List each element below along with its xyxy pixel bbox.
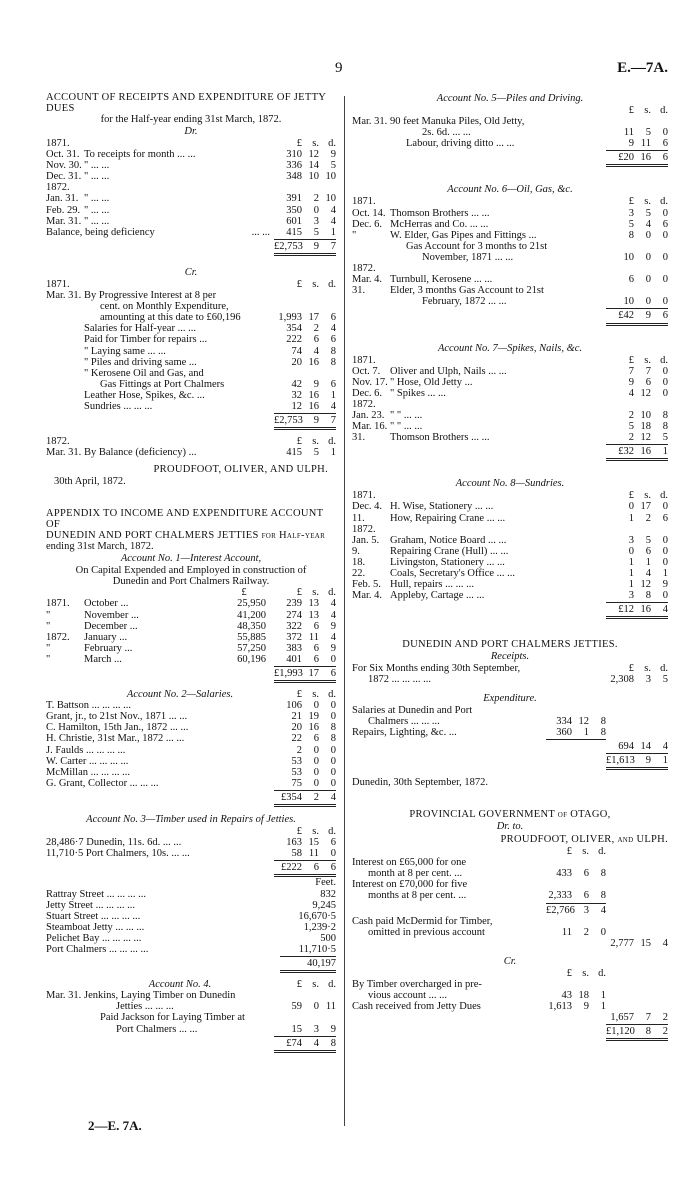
amount: 336 14 5 xyxy=(286,160,336,172)
dr-label: Dr. xyxy=(184,126,198,137)
ledger-row: Oct. 7. Oliver and Ulph, Nails ... ... 7 7 0 xyxy=(352,365,668,377)
provincial-cr-label: Cr. xyxy=(503,955,517,967)
ledger-row: Cash received from Jetty Dues 1,613 9 1 xyxy=(352,1001,606,1013)
appendix-title-2: DUNEDIN AND PORT CHALMERS JETTIES for Half-year xyxy=(46,530,326,542)
jetty-dues-cr-table xyxy=(46,279,336,412)
ledger-row: 1872. xyxy=(352,399,668,410)
amount: 3 8 0 xyxy=(628,590,668,602)
amount: 354 2 4 xyxy=(286,323,336,335)
provincial-cr-total: 1,657 7 2 xyxy=(610,1012,668,1024)
total-row xyxy=(46,415,336,426)
total-row xyxy=(46,1038,336,1049)
expenditure-total: 694 14 4 xyxy=(618,740,668,752)
amount: 53 0 0 xyxy=(291,755,336,767)
sub-amount: 334 12 8 xyxy=(556,715,606,727)
ledger-row: Feb. 5. Hull, repairs ... ... ... 1 12 9 xyxy=(352,579,668,591)
ledger-row: McMillan ... ... ... ... 53 0 0 xyxy=(46,766,336,778)
provincial-cr-head: £ s. d. xyxy=(566,967,606,979)
amount: 391 2 10 xyxy=(286,193,336,205)
amount: 401 6 0 xyxy=(286,653,336,665)
jetty-dues-dr-table xyxy=(46,138,336,238)
jetty-dues-title-2: for the Half-year ending 31st March, 1872. xyxy=(100,114,282,125)
interest-row: " December ... 48,350 322 6 9 xyxy=(46,620,336,632)
expenditure-table xyxy=(352,705,668,738)
amount: £2,753 9 7 xyxy=(274,415,336,427)
amount: 383 6 9 xyxy=(286,642,336,654)
ledger-row: 11,710·5 Port Chalmers, 10s. ... ... 58 11 0 xyxy=(46,848,336,860)
ledger-row: Jan. 23. " " ... ... 2 10 8 xyxy=(352,409,668,421)
feet-total: 40,197 xyxy=(307,958,336,970)
feet-head: Feet. xyxy=(315,877,336,889)
sub-amount: 360 1 8 xyxy=(556,726,606,738)
ledger-row: W. Carter ... ... ... ... 53 0 0 xyxy=(46,755,336,767)
amount: 5 4 6 xyxy=(628,218,668,230)
total-row xyxy=(352,446,668,457)
ledger-row: 18. Livingston, Stationery ... ... 1 1 0 xyxy=(352,556,668,568)
total-row xyxy=(352,604,668,615)
ledger-row: Mar. 4. Appleby, Cartage ... ... 3 8 0 xyxy=(352,590,668,602)
account-7-title: Account No. 7—Spikes, Nails, &c. xyxy=(437,342,583,354)
total-row xyxy=(352,310,668,321)
right-column xyxy=(352,92,668,1041)
interest-row: " November ... 41,200 274 13 4 xyxy=(46,609,336,621)
page-footer: 2—E. 7A. xyxy=(88,1118,142,1133)
interest-row: 1871. October ... 25,950 239 13 4 xyxy=(46,598,336,610)
sub-amount xyxy=(546,705,606,716)
document-reference: E.—7A. xyxy=(617,60,668,76)
ledger-row: Nov. 30. " ... ... 336 14 5 xyxy=(46,160,336,172)
ledger-row: vious account ... ... 43 18 1 xyxy=(368,990,606,1002)
ledger-row: 1872. xyxy=(352,263,668,274)
signature-date: 30th April, 1872. xyxy=(54,476,126,488)
amount: 59 0 11 xyxy=(291,1001,336,1013)
ledger-row: Oct. 31. To receipts for month ... ... 310 12 9 xyxy=(46,149,336,161)
amount: 7 7 0 xyxy=(628,365,668,377)
jetty-dues-dr-total xyxy=(46,241,336,252)
amount: 2 10 8 xyxy=(628,409,668,421)
cash-table xyxy=(352,916,668,938)
provincial-govt-title: PROVINCIAL GOVERNMENT of OTAGO, xyxy=(409,809,611,821)
account-3-total xyxy=(46,862,336,873)
jetty-dues-title-1: ACCOUNT OF RECEIPTS AND EXPENDITURE OF JETTY DUES xyxy=(46,92,326,114)
amount: £ s. d. xyxy=(296,436,336,448)
amount: 415 5 1 xyxy=(286,447,336,459)
amount: 15 3 9 xyxy=(291,1023,336,1035)
amount xyxy=(274,301,336,312)
expenditure-label: Expenditure. xyxy=(483,692,537,704)
appendix-title-3: ending 31st March, 1872. xyxy=(46,541,154,553)
account-6-total xyxy=(352,310,668,321)
account-4-table xyxy=(46,990,336,1034)
amount: £ s. d. xyxy=(296,138,336,149)
amount: 10 0 0 xyxy=(623,296,668,308)
amount xyxy=(606,241,668,252)
amount: £222 6 6 xyxy=(281,862,336,874)
amount: 1 12 9 xyxy=(628,579,668,591)
provincial-final-balance: £1,120 8 2 xyxy=(606,1026,668,1038)
ledger-row: Chalmers ... ... ... 334 12 8 xyxy=(368,715,606,727)
feet-row: Jetty Street ... ... ... ... 9,245 xyxy=(46,899,336,911)
ledger-row: Sundries ... ... ... 12 16 4 xyxy=(84,400,336,412)
amount: 222 6 6 xyxy=(286,334,336,346)
account-6-title: Account No. 6—Oil, Gas, &c. xyxy=(447,184,573,196)
amount: 20 16 8 xyxy=(291,356,336,368)
appendix-title-1: APPENDIX TO INCOME AND EXPENDITURE ACCOUNT OF xyxy=(46,508,324,531)
dr-to-label: Dr. to. xyxy=(496,821,524,833)
ledger-row: 1871. £ s. d. xyxy=(352,354,668,366)
ledger-row: 31. Elder, 3 months Gas Account to 21st xyxy=(352,285,668,296)
ledger-row: C. Hamilton, 15th Jan., 1872 ... ... 20 16 8 xyxy=(46,722,336,734)
ledger-row: month at 8 per cent. ... 433 6 8 xyxy=(368,868,606,880)
ledger-row: 2s. 6d. ... ... 11 5 0 xyxy=(422,127,668,139)
provincial-cr-table xyxy=(352,979,668,1012)
amount: £42 9 6 xyxy=(618,310,668,322)
amount: 601 3 4 xyxy=(286,215,336,227)
amount: 8 0 0 xyxy=(628,229,668,241)
provincial-total: 2,777 15 4 xyxy=(610,937,668,949)
feet-row: Steamboat Jetty ... ... ... 1,239·2 xyxy=(46,921,336,933)
ledger-row: 11. How, Repairing Crane ... ... 1 2 6 xyxy=(352,512,668,524)
amount xyxy=(274,290,336,301)
account-4-header: Account No. 4. £ s. d. xyxy=(148,979,336,991)
sub-amount xyxy=(546,979,606,990)
ledger-row: Paid Jackson for Laying Timber at xyxy=(46,1012,336,1023)
ledger-row: Grant, jr., to 21st Nov., 1871 ... ... 21 19 0 xyxy=(46,711,336,723)
account-1-title: Account No. 1—Interest Account, xyxy=(120,553,262,565)
ledger-row: Gas Account for 3 months to 21st xyxy=(352,241,668,252)
amount xyxy=(606,116,668,127)
cr-label: Cr. xyxy=(184,266,198,278)
total-row xyxy=(46,792,336,803)
feet-row: Pelichet Bay ... ... ... ... 500 xyxy=(46,932,336,944)
double-rule xyxy=(606,1038,668,1041)
amount: 10 0 0 xyxy=(623,251,668,263)
account-4-total xyxy=(46,1038,336,1049)
provincial-firm: PROUDFOOT, OLIVER, and ULPH. xyxy=(500,834,668,846)
receipts-line-2: 1872 ... ... ... ... 2,308 3 5 xyxy=(368,674,668,686)
ledger-row: G. Grant, Collector ... ... ... 75 0 0 xyxy=(46,777,336,789)
sub-amount: 1,613 9 1 xyxy=(548,1001,606,1013)
ledger-row: 1871. £ s. d. xyxy=(352,490,668,502)
column-divider xyxy=(344,96,345,1126)
ledger-row: J. Faulds ... ... ... ... 2 0 0 xyxy=(46,744,336,756)
amount: £1,993 17 6 xyxy=(274,668,336,679)
account-1-table xyxy=(46,598,336,665)
amount: 1 4 1 xyxy=(628,568,668,579)
account-6-table xyxy=(352,196,668,307)
ledger-row: omitted in previous account 11 2 0 xyxy=(368,926,606,938)
amount: 32 16 1 xyxy=(291,389,336,401)
ledger-row: 31. Thomson Brothers ... ... 2 12 5 xyxy=(352,432,668,444)
amount: 2 12 5 xyxy=(628,432,668,444)
account-1-head: £ £ s. d. xyxy=(241,587,336,599)
amount xyxy=(606,263,668,274)
jetties-balance: £1,613 9 1 xyxy=(606,754,668,766)
ledger-row: Port Chalmers ... ... 15 3 9 xyxy=(116,1023,336,1035)
ledger-row: February, 1872 ... ... 10 0 0 xyxy=(422,296,668,308)
amount: 20 16 8 xyxy=(291,722,336,734)
total-row xyxy=(46,862,336,873)
amount: 9 11 6 xyxy=(628,138,668,150)
amount xyxy=(274,1012,336,1023)
account-5-total xyxy=(352,152,668,163)
amount: £ s. d. xyxy=(296,278,336,290)
amount: 348 10 10 xyxy=(286,171,336,183)
ledger-row: 22. Coals, Secretary's Office ... ... 1 4 1 xyxy=(352,568,668,579)
sub-amount xyxy=(546,857,606,868)
ledger-row: " Kerosene Oil and Gas, and xyxy=(46,368,336,379)
ledger-row: amounting at this date to £60,196 1,993 17 6 xyxy=(100,312,336,324)
ledger-row: Dec. 6. McHerras and Co. ... ... 5 4 6 xyxy=(352,218,668,230)
ledger-row: H. Christie, 31st Mar., 1872 ... ... 22 6 8 xyxy=(46,733,336,745)
amount: 11 5 0 xyxy=(623,127,668,139)
ledger-row: Repairs, Lighting, &c. ... 360 1 8 xyxy=(352,726,606,738)
amount xyxy=(606,285,668,296)
account-1-sub-1: On Capital Expended and Employed in construction of xyxy=(75,565,307,577)
amount: £ s. d. xyxy=(628,490,668,502)
total-row xyxy=(46,668,336,679)
ledger-row: Interest on £70,000 for five xyxy=(352,879,668,890)
amount: £32 16 1 xyxy=(618,446,668,458)
page-number: 9 xyxy=(335,60,343,76)
amount xyxy=(274,990,336,1001)
account-3-title: Account No. 3—Timber used in Repairs of Jetties. xyxy=(86,814,296,826)
ledger-row: Salaries for Half-year ... ... 354 2 4 xyxy=(84,323,336,335)
amount: £74 4 8 xyxy=(286,1037,336,1049)
ledger-row: Mar. 31. By Progressive Interest at 8 per xyxy=(46,290,336,301)
amount xyxy=(606,524,668,535)
amount: 1 1 0 xyxy=(628,556,668,568)
ledger-row: Mar. 31. 90 feet Manuka Piles, Old Jetty, xyxy=(352,116,668,127)
receipts-label: Receipts. xyxy=(490,651,530,663)
ledger-row: " W. Elder, Gas Pipes and Fittings ... 8 0 0 xyxy=(352,229,668,241)
interest-row: " February ... 57,250 383 6 9 xyxy=(46,642,336,654)
amount xyxy=(274,182,336,193)
account-2-table xyxy=(46,700,336,789)
ledger-row: Mar. 16. " " ... ... 5 18 8 xyxy=(352,421,668,433)
ledger-row: Leather Hose, Spikes, &c. ... 32 16 1 xyxy=(84,389,336,401)
ledger-row: Dec. 31. " ... ... 348 10 10 xyxy=(46,171,336,183)
ledger-row: T. Battson ... ... ... ... 106 0 0 xyxy=(46,700,336,712)
account-1-sub-2: Dunedin and Port Chalmers Railway. xyxy=(112,576,270,588)
feet-row: Rattray Street ... ... ... ... 832 xyxy=(46,888,336,900)
ledger-row: Jan. 31. " ... ... 391 2 10 xyxy=(46,193,336,205)
receipts-line-1: For Six Months ending 30th September, £ s. d. xyxy=(352,663,668,675)
ledger-row: 1871. £ s. d. xyxy=(46,138,336,149)
sub-amount: 43 18 1 xyxy=(561,990,606,1002)
ledger-row: Cash paid McDermid for Timber, xyxy=(352,916,668,927)
account-3-head: £ s. d. xyxy=(296,826,336,838)
provincial-table xyxy=(352,857,668,901)
amount: 9 6 0 xyxy=(628,376,668,388)
ledger-row: 1872. xyxy=(352,524,668,535)
amount xyxy=(274,368,336,379)
ledger-row: Feb. 29. " ... ... 350 0 4 xyxy=(46,204,336,216)
sub-amount: 433 6 8 xyxy=(556,868,606,880)
ledger-row: Interest on £65,000 for one xyxy=(352,857,668,868)
double-rule xyxy=(274,1050,336,1053)
ledger-row: Nov. 17. " Hose, Old Jetty ... 9 6 0 xyxy=(352,376,668,388)
sub-amount xyxy=(546,916,606,927)
amount: 372 11 4 xyxy=(286,631,336,643)
ledger-row: months at 8 per cent. ... 2,333 6 8 xyxy=(368,890,606,902)
account-8-table xyxy=(352,490,668,601)
sub-amount: 2,333 6 8 xyxy=(548,890,606,902)
total-row xyxy=(352,152,668,163)
amount: 22 6 8 xyxy=(291,733,336,745)
account-5-title: Account No. 5—Piles and Driving. xyxy=(436,93,584,104)
amount: 12 16 4 xyxy=(291,400,336,412)
account-8-total xyxy=(352,604,668,615)
account-2-total xyxy=(46,792,336,803)
amount: 415 5 1 xyxy=(286,226,336,238)
amount: 274 13 4 xyxy=(286,609,336,621)
amount: 4 12 0 xyxy=(628,387,668,399)
ledger-row: Gas Fittings at Port Chalmers 42 9 6 xyxy=(100,378,336,390)
ledger-row: Dec. 6. " Spikes ... ... 4 12 0 xyxy=(352,387,668,399)
amount xyxy=(606,399,668,410)
total-row xyxy=(46,241,336,252)
amount: 2 0 0 xyxy=(296,744,336,756)
ledger-row: Mar. 4. Turnbull, Kerosene ... ... 6 0 0 xyxy=(352,274,668,286)
signature-firm: PROUDFOOT, OLIVER, AND ULPH. xyxy=(153,464,328,476)
ledger-row: Balance, being deficiency ... ... 415 5 1 xyxy=(46,226,336,238)
ledger-row: " Laying same ... ... 74 4 8 xyxy=(84,345,336,357)
account-2-header: Account No. 2—Salaries. £ s. d. xyxy=(126,689,336,701)
feet-table xyxy=(46,889,336,956)
amount: 1 2 6 xyxy=(628,512,668,524)
amount: £12 16 4 xyxy=(618,604,668,616)
interest-row: 1872. January ... 55,885 372 11 4 xyxy=(46,631,336,643)
amount: £20 16 6 xyxy=(618,152,668,164)
amount: 53 0 0 xyxy=(291,766,336,778)
amount: £ s. d. xyxy=(628,196,668,208)
ledger-row: Mar. 31. By Balance (deficiency) ... 415 5 1 xyxy=(46,447,336,459)
amount: 322 6 9 xyxy=(286,620,336,632)
amount: 3 5 0 xyxy=(628,207,668,219)
amount: 5 18 8 xyxy=(628,421,668,433)
ledger-row: 1871. £ s. d. xyxy=(352,196,668,208)
amount: £2,753 9 7 xyxy=(274,240,336,252)
left-column xyxy=(46,92,336,1053)
ledger-row: Jan. 5. Graham, Notice Board ... ... 3 5 0 xyxy=(352,534,668,546)
amount: 350 0 4 xyxy=(286,204,336,216)
amount: 163 15 6 xyxy=(286,837,336,849)
ledger-row: Oct. 14. Thomson Brothers ... ... 3 5 0 xyxy=(352,207,668,219)
ledger-row: " Piles and driving same ... 20 16 8 xyxy=(84,356,336,368)
ledger-row: Mar. 31. " ... ... 601 3 4 xyxy=(46,215,336,227)
ledger-row: 1872. xyxy=(46,182,336,193)
amount: £354 2 4 xyxy=(281,791,336,803)
amount: 42 9 6 xyxy=(291,378,336,390)
ledger-row: November, 1871 ... ... 10 0 0 xyxy=(422,251,668,263)
jetty-dues-balance xyxy=(46,436,336,458)
ledger-row: Mar. 31. Jenkins, Laying Timber on Dunedin xyxy=(46,990,336,1001)
ledger-row: 1871. £ s. d. xyxy=(46,278,336,290)
amount: £ s. d. xyxy=(628,354,668,366)
ledger-row: By Timber overcharged in pre- xyxy=(352,979,668,990)
feet-row: Port Chalmers ... ... ... ... 11,710·5 xyxy=(46,943,336,955)
dated-line: Dunedin, 30th September, 1872. xyxy=(352,777,489,789)
ledger-row: 28,486·7 Dunedin, 11s. 6d. ... ... 163 15 6 xyxy=(46,837,336,849)
amount: 21 19 0 xyxy=(291,711,336,723)
amount: 74 4 8 xyxy=(291,345,336,357)
amount: 0 6 0 xyxy=(628,545,668,557)
ledger-row: Paid for Timber for repairs ... 222 6 6 xyxy=(84,334,336,346)
provincial-subtotal: £2,766 3 4 xyxy=(546,904,606,916)
amount: 106 0 0 xyxy=(286,700,336,712)
ledger-row: Labour, driving ditto ... ... 9 11 6 xyxy=(406,138,668,150)
interest-row: " March ... 60,196 401 6 0 xyxy=(46,653,336,665)
ledger-row: cent. on Monthly Expenditure, xyxy=(46,301,336,312)
sub-amount xyxy=(546,879,606,890)
jetty-dues-cr-total xyxy=(46,415,336,426)
ledger-row: 1872. £ s. d. xyxy=(46,436,336,448)
ledger-row: 9. Repairing Crane (Hull) ... ... 0 6 0 xyxy=(352,545,668,557)
account-8-title: Account No. 8—Sundries. xyxy=(455,478,565,490)
account-3-table xyxy=(46,837,336,859)
account-5-head: £ s. d. xyxy=(628,105,668,116)
amount: 1,993 17 6 xyxy=(278,312,336,324)
provincial-head: £ s. d. xyxy=(566,846,606,858)
ledger-row: Dec. 4. H. Wise, Stationery ... ... 0 17 0 xyxy=(352,501,668,513)
amount: 3 5 0 xyxy=(628,534,668,546)
feet-row: Stuart Street ... ... ... ... 16,670·5 xyxy=(46,910,336,922)
amount: 58 11 0 xyxy=(291,848,336,860)
account-1-total xyxy=(46,668,336,679)
account-5-table xyxy=(352,116,668,149)
account-7-table xyxy=(352,355,668,444)
amount: 310 12 9 xyxy=(286,149,336,161)
amount: 239 13 4 xyxy=(286,598,336,610)
ledger-row: Jetties ... ... ... 59 0 11 xyxy=(116,1001,336,1013)
amount: 6 0 0 xyxy=(628,274,668,286)
ledger-row: Salaries at Dunedin and Port xyxy=(352,705,668,716)
amount: 75 0 0 xyxy=(291,777,336,789)
account-7-total xyxy=(352,446,668,457)
dunedin-jetties-title: DUNEDIN AND PORT CHALMERS JETTIES. xyxy=(402,639,618,651)
sub-amount: 11 2 0 xyxy=(561,926,606,938)
amount: 0 17 0 xyxy=(628,501,668,513)
